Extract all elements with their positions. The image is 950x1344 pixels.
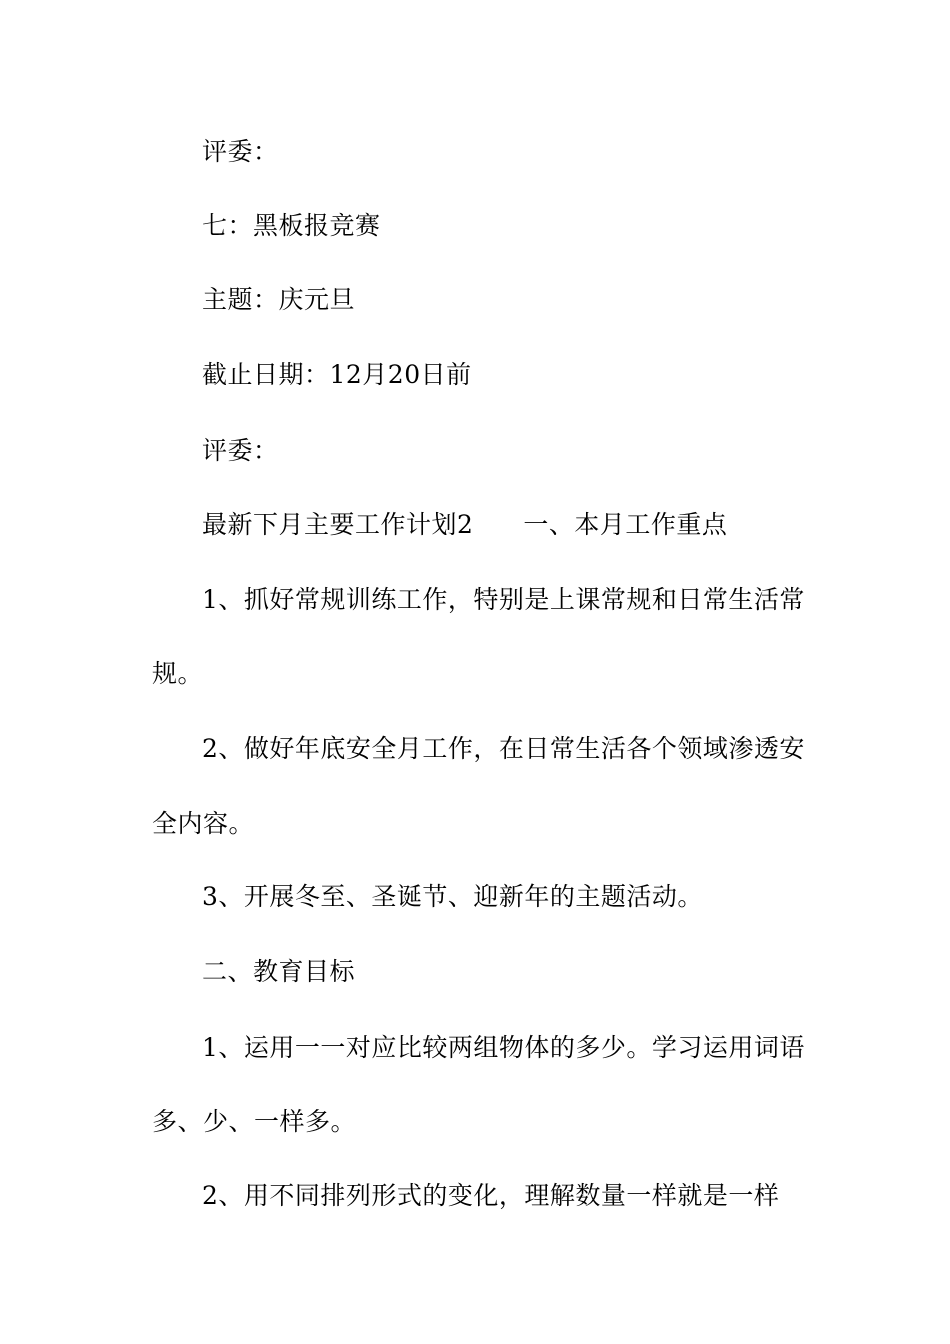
plan-title: 最新下月主要工作计划2 — [202, 510, 474, 539]
paragraph-2-line-2: 全内容。 — [152, 809, 255, 838]
theme-line: 主题：庆元旦 — [202, 285, 356, 314]
goal-1-line-1: 1、运用一一对应比较两组物体的多少。学习运用词语 — [202, 1033, 805, 1062]
paragraph-3-line-1: 3、开展冬至、圣诞节、迎新年的主题活动。 — [202, 882, 703, 911]
section-one-heading: 一、本月工作重点 — [523, 510, 728, 539]
goal-2-line-1: 2、用不同排列形式的变化，理解数量一样就是一样 — [202, 1181, 780, 1210]
judges-line: 评委： — [202, 137, 279, 166]
judges-line-2: 评委： — [202, 436, 279, 465]
plan-title-line — [202, 510, 727, 540]
goal-1-line-2: 多、少、一样多。 — [152, 1107, 357, 1136]
paragraph-1-line-2: 规。 — [152, 659, 204, 688]
paragraph-1-line-1: 1、抓好常规训练工作，特别是上课常规和日常生活常 — [202, 585, 805, 614]
paragraph-2-line-1: 2、做好年底安全月工作，在日常生活各个领域渗透安 — [202, 734, 805, 763]
section-two-heading: 二、教育目标 — [202, 957, 356, 986]
section-seven-heading: 七：黑板报竞赛 — [202, 211, 381, 240]
deadline-line: 截止日期：12月20日前 — [202, 360, 472, 389]
